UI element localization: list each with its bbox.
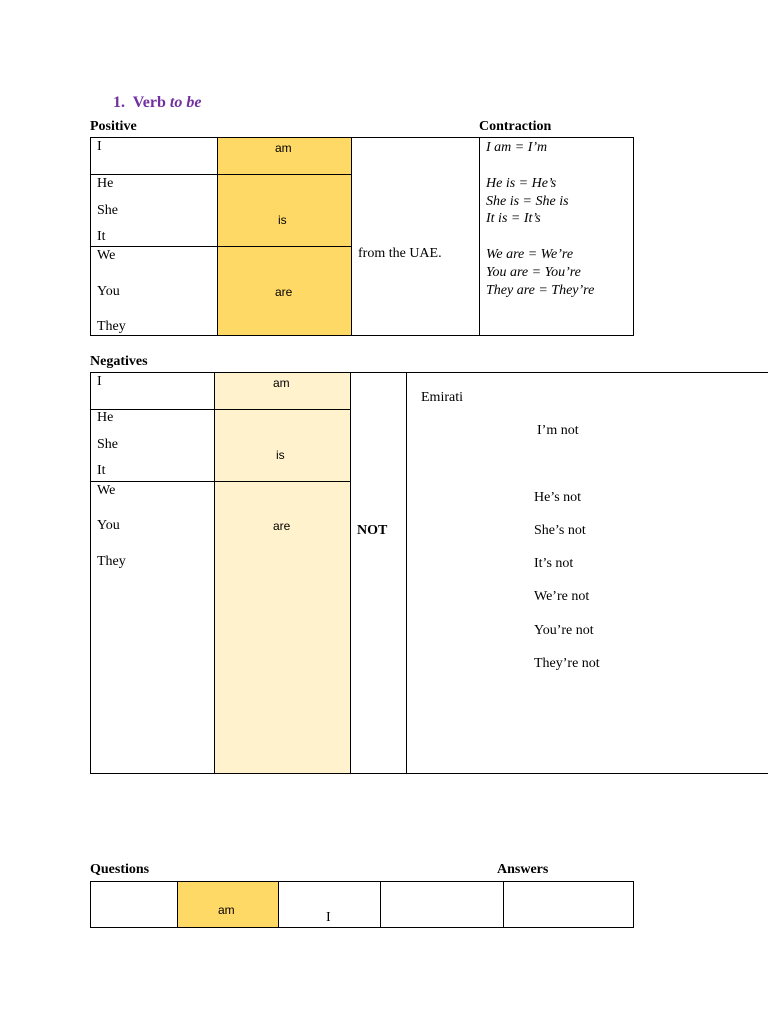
negative-complement: Emirati	[421, 390, 463, 405]
negative-subject-i: I	[97, 374, 102, 389]
negative-contraction-hes-not: He’s not	[534, 490, 582, 505]
negative-verb-is: is	[276, 448, 285, 462]
positive-verb-am: am	[275, 141, 292, 155]
negative-subject-we: We	[97, 483, 116, 498]
negative-subject-you: You	[97, 518, 120, 533]
contraction-it-is: It is = It’s	[486, 211, 541, 226]
section-title	[113, 94, 201, 112]
negative-contraction-were-not: We’re not	[534, 589, 590, 604]
negative-contraction-shes-not: She’s not	[534, 523, 586, 538]
negative-verb-are: are	[273, 519, 291, 533]
title-number: 1.	[113, 94, 125, 111]
title-text: Verb	[132, 94, 166, 111]
positive-heading: Positive	[90, 119, 137, 134]
positive-subject-he: He	[97, 176, 114, 191]
title-italic: to be	[169, 94, 202, 111]
contraction-you-are: You are = You’re	[486, 265, 581, 280]
contraction-we-are: We are = We’re	[486, 247, 574, 262]
negative-subject-he: He	[97, 410, 114, 425]
negative-contraction-im-not: I’m not	[537, 423, 579, 438]
contraction-she-is: She is = She is	[486, 194, 569, 209]
positive-subject-she: She	[97, 203, 118, 218]
positive-subject-we: We	[97, 248, 116, 263]
contraction-i-am: I am = I’m	[486, 140, 548, 155]
positive-subject-you: You	[97, 284, 120, 299]
positive-verb-are: are	[275, 285, 293, 299]
positive-subject-it: It	[97, 229, 106, 244]
negatives-table	[90, 372, 768, 774]
negative-subject-they: They	[97, 554, 126, 569]
negatives-heading: Negatives	[90, 354, 148, 369]
questions-heading: Questions	[90, 862, 150, 877]
negative-contraction-its-not: It’s not	[534, 556, 574, 571]
negative-subject-she: She	[97, 437, 118, 452]
negative-subject-it: It	[97, 463, 106, 478]
positive-verb-is: is	[278, 213, 287, 227]
positive-subject-i: I	[97, 139, 102, 154]
positive-verb-column	[217, 138, 351, 335]
question-verb-am: am	[218, 903, 235, 917]
negative-verb-am: am	[273, 376, 290, 390]
positive-complement: from the UAE.	[358, 246, 442, 261]
negative-contraction-theyre-not: They’re not	[534, 656, 600, 671]
contraction-they-are: They are = They’re	[486, 283, 595, 298]
negative-not: NOT	[357, 523, 388, 538]
negative-contraction-youre-not: You’re not	[534, 623, 594, 638]
contraction-heading: Contraction	[479, 119, 552, 134]
positive-table	[90, 137, 634, 336]
contraction-he-is: He is = He’s	[486, 176, 557, 191]
positive-subject-they: They	[97, 319, 126, 334]
answers-heading: Answers	[497, 862, 549, 877]
negatives-verb-column	[214, 373, 350, 773]
questions-table	[90, 881, 634, 928]
question-subject-i: I	[326, 910, 331, 925]
